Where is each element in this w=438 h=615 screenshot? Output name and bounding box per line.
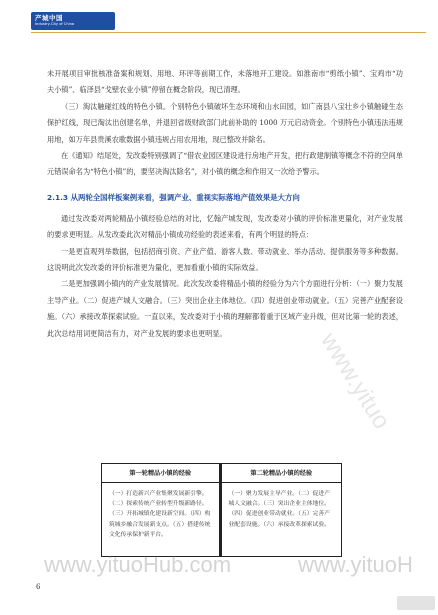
body-content bbox=[47, 66, 403, 342]
diagonal-watermark: www.yituo bbox=[315, 328, 396, 434]
watermark-url-left: www.yituoHub.com bbox=[44, 552, 232, 577]
publication-logo bbox=[31, 12, 115, 30]
table-column-first-round bbox=[102, 464, 222, 556]
paragraph-data-point: 一是更直观列举数据，包括招商引资、产业产值、游客人数、带动就业、举办活动、提供服务等多种数据。这说明此次发改委的评价标准更为量化，更加看重小镇的实际效益。 bbox=[47, 246, 403, 273]
paragraph-redline: （三）淘汰触碰红线的特色小镇。个别特色小镇破坏生态环境和山水田园，如广南县八宝壮乡小镇触碰生态保护红线，现已淘汰出创建名单，并退回省级财政部门此前补助的 1000 万元启动资金。个别特色小镇违法违规用地，如万年县贵溪农歌数据小镇违规占用农用地，现已整改并除名。 bbox=[47, 101, 403, 144]
table-header-second-round: 第二轮精品小镇的经验 bbox=[222, 464, 342, 483]
logo-subtitle: Industry-City of China bbox=[35, 22, 75, 26]
watermark-url-right: www.yituoH bbox=[298, 552, 413, 577]
page-header bbox=[31, 9, 426, 33]
corner-watermark-badge bbox=[397, 596, 435, 610]
logo-title: 产城中国 bbox=[35, 14, 63, 22]
table-header-first-round: 第一轮精品小镇的经验 bbox=[102, 464, 219, 483]
table-cell-first-round: （一）打造新兴产业集聚发展新引擎。（二）探索传统产业转型升级新路径。（三）开拓城镇化建设新空间。（四）构筑城乡融合发展新支点。（五）搭建传统文化传承保护新平台。 bbox=[109, 491, 211, 538]
paragraph-industry-point: 二是更加强调小镇内的产业发展情况。此次发改委将精品小镇的经验分为六个方面进行分析：（一）聚力发展主导产业。（二）促进产城人文融合。（三）突出企业主体地位。（四）促进创业带动就业。（五）完善产业配套设施。（六）承接改革探索试验。一直以来，发改委对于小镇的理解都着重于区域产业升级，但对比第一轮的表述，此次总结用词更简洁有力，对产业发展的要求也更明显。 bbox=[47, 279, 403, 338]
experience-comparison-table bbox=[101, 463, 342, 557]
paragraph-comparison: 通过发改委对两轮精品小镇经验总结的对比，忆翰产城发现，发改委对小镇的评价标准更量化，对产业发展的要求更明显。从发改委此次对精品小镇成功经验的表述来看，有两个明显的特点： bbox=[47, 213, 403, 240]
paragraph-notice: 在《通知》结尾处，发改委特别强调了“借农业园区建设进行房地产开发，把行政建制镇等概念不符的空间单元错误命名为“特色小镇”的，要坚决淘汰除名”，对小镇的概念和作用又一次给予警示。 bbox=[47, 151, 403, 177]
page-number: 6 bbox=[36, 583, 41, 591]
section-heading: 2.1.3 从两轮全国样板案例来看，强调产业、重视实际落地产值效果是大方向 bbox=[47, 192, 300, 202]
table-column-second-round bbox=[222, 464, 342, 556]
table-cell-second-round: （一）聚力发展主导产业。（二）促进产城人文融合。（三）突出企业主体地位。（四）促进创业带动就业。（五）完善产业配套设施。（六）承接改革探索试验。 bbox=[228, 491, 330, 528]
paragraph-clearance: 未开展项目审批核准备案和规划、用地、环评等前期工作，未落地开工建设。如淮南市“剪纸小镇”、宝鸡市“功夫小镇”、临泽县“戈壁农业小镇”停留在概念阶段，现已清理。 bbox=[47, 69, 403, 95]
